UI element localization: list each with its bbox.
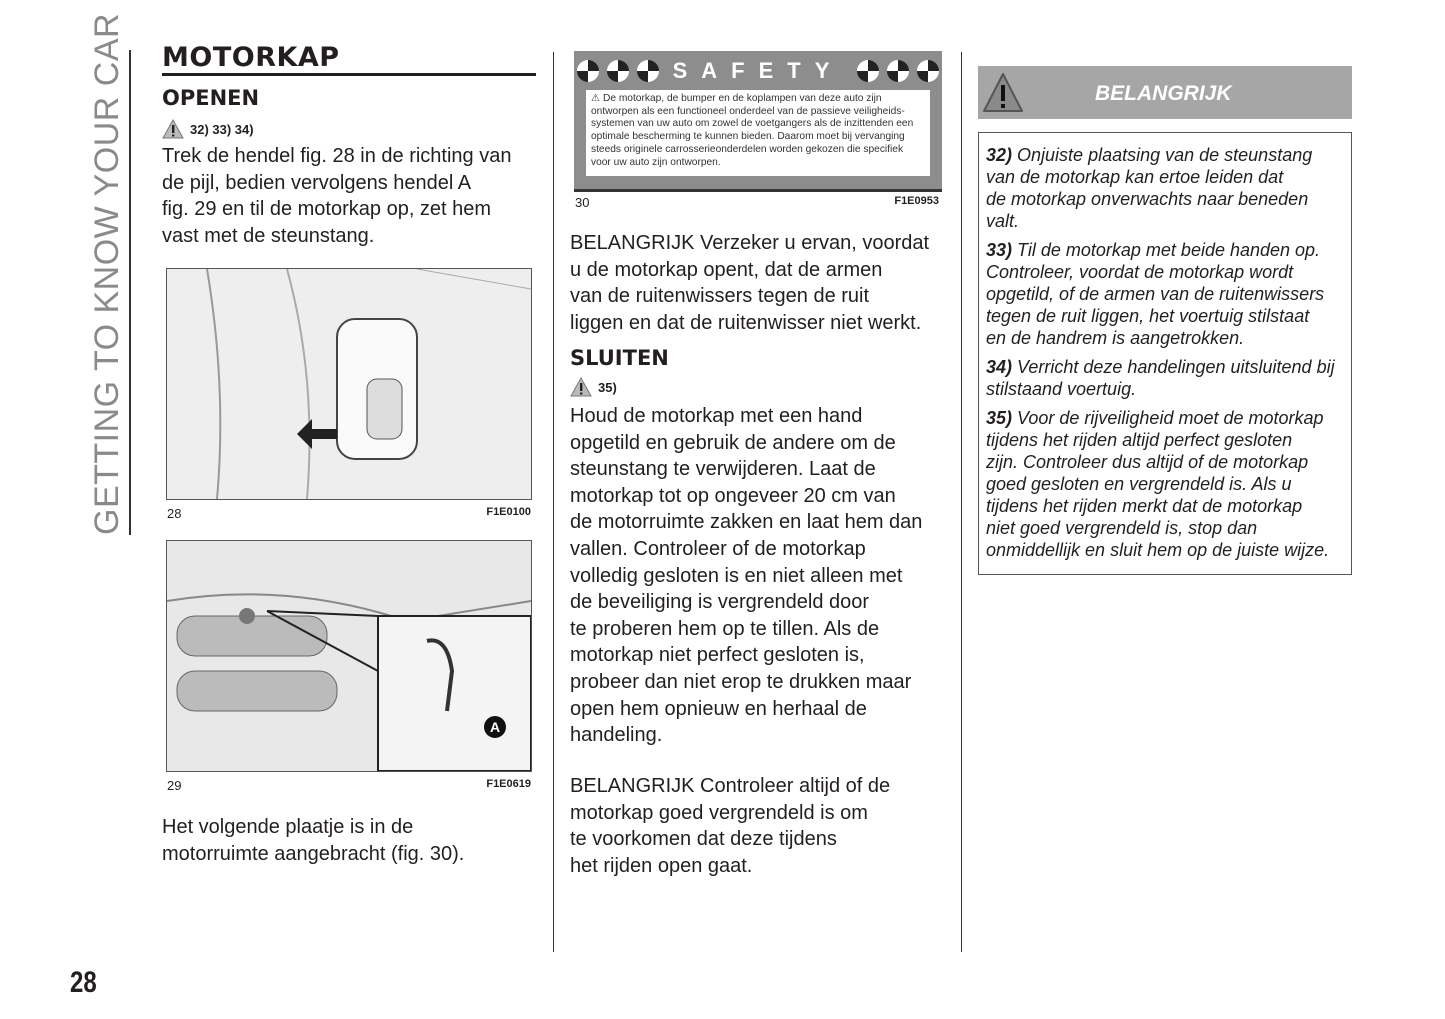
text-line: motorkap tot op ongeveer 20 cm van (570, 484, 896, 507)
figure-code: F1E0100 (486, 506, 531, 518)
note-text: Voor de rijveiligheid moet de motorkap (1017, 408, 1324, 428)
note-text: niet goed vergrendeld is, stop dan (986, 518, 1258, 538)
note-line (986, 378, 1351, 400)
note-line (986, 356, 1351, 378)
warning-triangle-icon (981, 71, 1025, 115)
note-text: valt. (986, 211, 1020, 231)
hood-latch-illustration (167, 541, 531, 771)
text-line: opgetild en gebruik de andere om de (570, 431, 896, 454)
text-line: Trek de hendel fig. 28 in de richting van (162, 145, 512, 167)
text-line: vast met de steunstang. (162, 224, 375, 247)
safety-label-title: SAFETY (672, 58, 844, 83)
note-line (986, 407, 1351, 429)
label-location-paragraph (162, 814, 464, 867)
figure-28-caption (167, 506, 531, 521)
figure-number: 30 (575, 195, 590, 210)
note-text: Onjuiste plaatsing van de steunstang (1017, 145, 1313, 165)
text-line: open hem opnieuw en herhaal de (570, 697, 867, 720)
figure-number: 28 (167, 506, 182, 521)
note-number: 35) (986, 408, 1013, 428)
text-line: optimale bescherming te kunnen bieden. Daarom moet bij vervanging (591, 131, 905, 143)
important-notes-box (978, 132, 1352, 575)
text-line: de motorruimte zakken en laat hem dan (570, 511, 923, 534)
openen-paragraph (162, 143, 511, 249)
text-line: Houd de motorkap met een hand (570, 405, 863, 427)
note-text: stilstaand voertuig. (986, 379, 1137, 399)
sluiten-paragraph (570, 403, 922, 749)
note-line (986, 473, 1351, 495)
important-note (986, 356, 1351, 400)
figure-30-safety-label (574, 51, 942, 192)
important-note (986, 144, 1351, 232)
heading-rule (162, 73, 536, 76)
note-line (986, 429, 1351, 451)
note-text: goed gesloten en vergrendeld is. Als u (986, 474, 1292, 494)
text-line: voor uw auto zijn ontworpen. (591, 156, 721, 168)
text-line: de beveiliging is vergrendeld door (570, 591, 870, 614)
text-line: steeds originele carrosserieonderdelen worden gekozen die specifiek (591, 143, 904, 155)
text-line: handeling. (570, 724, 663, 747)
warning-refs-text: 32) 33) 34) (190, 121, 254, 137)
text-line: steunstang te verwijderen. Laat de (570, 458, 876, 481)
note-line (986, 305, 1351, 327)
warning-reference (570, 377, 617, 397)
note-line (986, 495, 1351, 517)
note-line (986, 188, 1351, 210)
section-title-vertical: GETTING TO KNOW YOUR CAR (88, 12, 126, 535)
note-text: van de motorkap kan ertoe leiden dat (986, 167, 1284, 187)
text-line: ⚠ De motorkap, de bumper en de koplampen van deze auto zijn (591, 93, 882, 104)
note-line (986, 210, 1351, 232)
text-line: BELANGRIJK Controleer altijd of de (570, 775, 891, 797)
text-line: probeer dan niet erop te drukken maar (570, 670, 912, 693)
page-heading: MOTORKAP (162, 42, 340, 73)
note-number: 32) (986, 145, 1013, 165)
important-note (986, 407, 1351, 561)
text-line: volledig gesloten is en niet alleen met (570, 564, 903, 587)
note-line (986, 144, 1351, 166)
note-number: 34) (986, 357, 1013, 377)
text-line: de pijl, bedien vervolgens hendel A (162, 171, 472, 194)
text-line: ontworpen als een functioneel onderdeel van de passieve veiligheids- (591, 105, 905, 117)
text-line: liggen en dat de ruitenwisser niet werkt. (570, 311, 922, 334)
figure-29-hood-latch (166, 540, 532, 772)
crash-test-marker-icon (577, 60, 599, 82)
note-line (986, 239, 1351, 261)
safety-label-text (586, 90, 930, 176)
text-line: u de motorkap opent, dat de armen (570, 258, 883, 281)
text-line: fig. 29 en til de motorkap op, zet hem (162, 198, 492, 221)
note-text: opgetild, of de armen van de ruitenwissers (986, 284, 1325, 304)
belangrijk-lock-paragraph (570, 773, 890, 879)
note-text: tegen de ruit liggen, het voertuig stilstaat (986, 306, 1310, 326)
figure-code: F1E0953 (894, 195, 939, 207)
sidebar-divider (129, 50, 131, 535)
note-text: onmiddellijk en sluit hem op de juiste wijze. (986, 540, 1330, 560)
warning-reference (162, 119, 254, 139)
text-line: BELANGRIJK Verzeker u ervan, voordat (570, 232, 930, 254)
figure-29-caption (167, 778, 531, 793)
note-text: zijn. Controleer dus altijd of de motorkap (986, 452, 1309, 472)
note-line (986, 261, 1351, 283)
important-header (978, 66, 1352, 119)
warning-refs-text: 35) (598, 379, 617, 395)
text-line: te proberen hem op te tillen. Als de (570, 617, 880, 640)
figure-number: 29 (167, 778, 182, 793)
text-line: motorkap niet perfect gesloten is, (570, 644, 865, 667)
text-line: motorkap goed vergrendeld is om (570, 801, 868, 824)
note-text: de motorkap onverwachts naar beneden (986, 189, 1309, 209)
crash-test-marker-icon (857, 60, 879, 82)
note-line (986, 327, 1351, 349)
crash-test-marker-icon (887, 60, 909, 82)
note-text: Verricht deze handelingen uitsluitend bij (1017, 357, 1335, 377)
figure-code: F1E0619 (486, 778, 531, 790)
crash-test-marker-icon (637, 60, 659, 82)
note-line (986, 517, 1351, 539)
note-number: 33) (986, 240, 1013, 260)
column-divider (553, 52, 554, 952)
note-text: tijdens het rijden merkt dat de motorkap (986, 496, 1303, 516)
figure-30-caption (575, 195, 939, 210)
note-text: en de handrem is aangetrokken. (986, 328, 1245, 348)
text-line: het rijden open gaat. (570, 854, 753, 877)
hood-release-illustration (167, 269, 531, 499)
section-heading-sluiten: SLUITEN (570, 346, 669, 370)
note-line (986, 539, 1351, 561)
note-text: tijdens het rijden altijd perfect gesloten (986, 430, 1293, 450)
text-line: vallen. Controleer of de motorkap (570, 537, 866, 560)
figure-28-hood-release-lever (166, 268, 532, 500)
text-line: Het volgende plaatje is in de (162, 816, 414, 838)
important-title: BELANGRIJK (1095, 82, 1232, 105)
note-text: Controleer, voordat de motorkap wordt (986, 262, 1294, 282)
crash-test-marker-icon (917, 60, 939, 82)
belangrijk-wipers-paragraph (570, 230, 929, 336)
crash-test-marker-icon (607, 60, 629, 82)
warning-triangle-icon (162, 119, 184, 139)
page-number: 28 (70, 966, 97, 999)
note-text: Til de motorkap met beide handen op. (1017, 240, 1321, 260)
text-line: van de ruitenwissers tegen de ruit (570, 285, 870, 308)
note-line (986, 451, 1351, 473)
note-line (986, 166, 1351, 188)
callout-a: A (489, 719, 501, 735)
note-line (986, 283, 1351, 305)
important-note (986, 239, 1351, 349)
column-divider (961, 52, 962, 952)
warning-triangle-icon (570, 377, 592, 397)
text-line: systemen van uw auto om zowel de voetgangers als de inzittenden een (591, 118, 914, 130)
section-heading-openen: OPENEN (162, 86, 260, 110)
text-line: motorruimte aangebracht (fig. 30). (162, 842, 465, 865)
text-line: te voorkomen dat deze tijdens (570, 828, 837, 851)
